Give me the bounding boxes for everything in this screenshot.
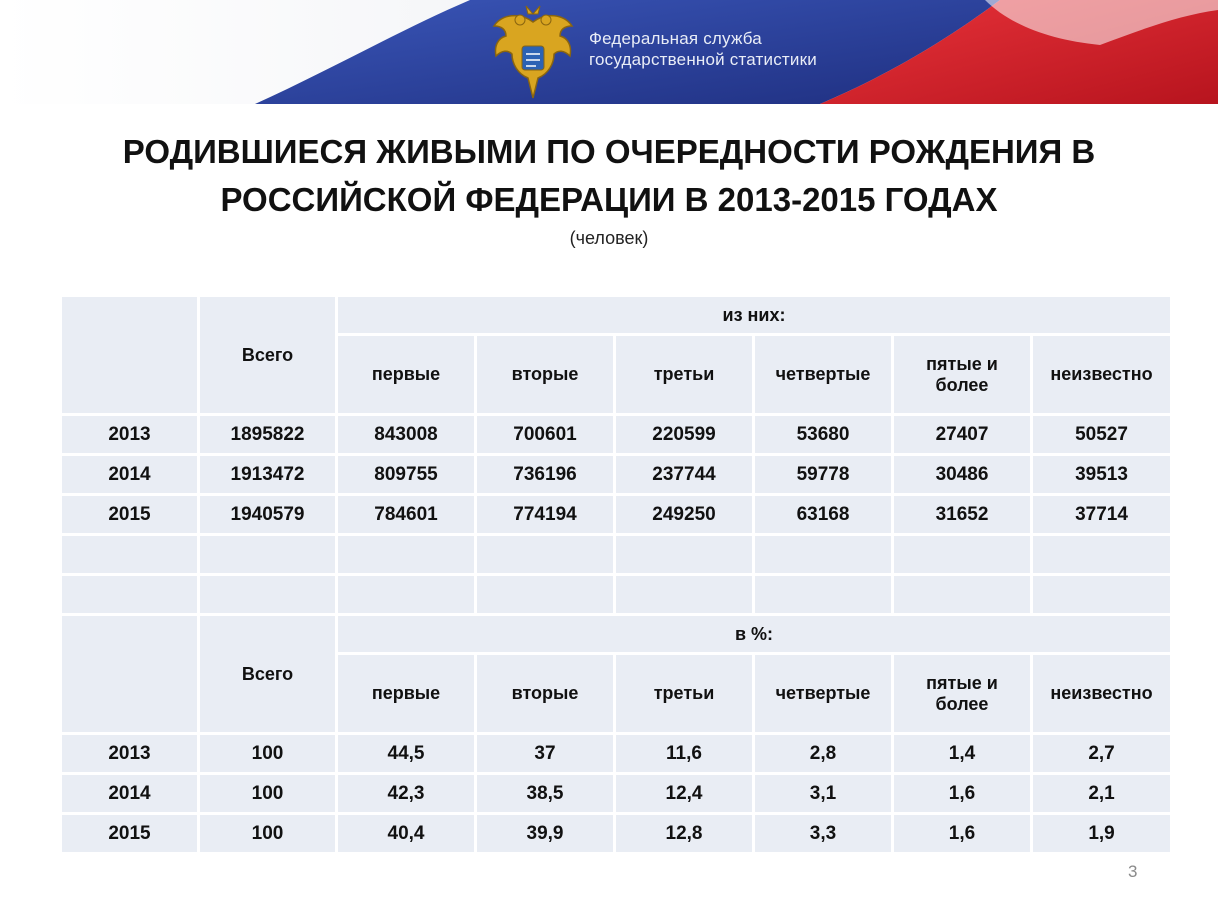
cell-second: 39,9 (477, 815, 613, 852)
header-banner (0, 0, 1218, 104)
cell-fourth: 63168 (755, 496, 891, 533)
header-fifth (894, 655, 1030, 732)
row-year: 2014 (62, 775, 197, 812)
header-unknown: неизвестно (1033, 655, 1170, 732)
header-second: вторые (477, 655, 613, 732)
empty-cell (338, 536, 474, 573)
page-title-line1: РОДИВШИЕСЯ ЖИВЫМИ ПО ОЧЕРЕДНОСТИ РОЖДЕНИЯ В (122, 133, 1096, 170)
header-unknown: неизвестно (1033, 336, 1170, 413)
row-total: 1913472 (200, 456, 335, 493)
row-total: 100 (200, 815, 335, 852)
row-total: 1895822 (200, 416, 335, 453)
cell-first: 784601 (338, 496, 474, 533)
agency-name (589, 28, 817, 70)
cell-fourth: 3,1 (755, 775, 891, 812)
header-fifth-line2: более (935, 374, 989, 395)
cell-fifth: 1,4 (894, 735, 1030, 772)
row-year: 2014 (62, 456, 197, 493)
table-row (62, 775, 1170, 812)
cell-fourth: 2,8 (755, 735, 891, 772)
cell-third: 12,8 (616, 815, 752, 852)
header-third: третьи (616, 336, 752, 413)
empty-cell (894, 536, 1030, 573)
cell-fifth: 30486 (894, 456, 1030, 493)
cell-second: 38,5 (477, 775, 613, 812)
corner-cell (62, 297, 197, 413)
empty-cell (62, 576, 197, 613)
cell-first: 42,3 (338, 775, 474, 812)
empty-cell (1033, 576, 1170, 613)
empty-cell (1033, 536, 1170, 573)
cell-unknown: 2,7 (1033, 735, 1170, 772)
corner-cell (62, 616, 197, 732)
cell-third: 220599 (616, 416, 752, 453)
double-headed-eagle-icon (490, 4, 576, 100)
header-third: третьи (616, 655, 752, 732)
header-fifth-line1: пятые и (926, 353, 998, 374)
empty-cell (200, 536, 335, 573)
row-year: 2015 (62, 815, 197, 852)
cell-third: 249250 (616, 496, 752, 533)
header-group-absolute: из них: (338, 297, 1170, 333)
header-total: Всего (200, 297, 335, 413)
header-fifth (894, 336, 1030, 413)
page-number: 3 (1128, 862, 1138, 881)
cell-second: 736196 (477, 456, 613, 493)
cell-third: 11,6 (616, 735, 752, 772)
cell-second: 37 (477, 735, 613, 772)
cell-third: 237744 (616, 456, 752, 493)
row-total: 100 (200, 735, 335, 772)
table-row (62, 496, 1170, 533)
cell-first: 44,5 (338, 735, 474, 772)
header-first: первые (338, 336, 474, 413)
empty-cell (755, 576, 891, 613)
empty-cell (200, 576, 335, 613)
agency-name-line2: государственной статистики (589, 50, 817, 69)
header-total-percent: Всего (200, 616, 335, 732)
empty-row (62, 576, 1170, 613)
agency-name-line1: Федеральная служба (589, 29, 762, 48)
table-row (62, 815, 1170, 852)
cell-unknown: 50527 (1033, 416, 1170, 453)
header-second: вторые (477, 336, 613, 413)
row-year: 2015 (62, 496, 197, 533)
empty-cell (477, 536, 613, 573)
empty-cell (755, 536, 891, 573)
empty-cell (338, 576, 474, 613)
table-row (62, 416, 1170, 453)
cell-first: 40,4 (338, 815, 474, 852)
empty-row (62, 536, 1170, 573)
row-year: 2013 (62, 416, 197, 453)
page-title-line2: РОССИЙСКОЙ ФЕДЕРАЦИИ В 2013-2015 ГОДАХ (220, 181, 998, 218)
page-title (0, 128, 1218, 224)
cell-first: 843008 (338, 416, 474, 453)
empty-cell (616, 536, 752, 573)
row-total: 100 (200, 775, 335, 812)
cell-second: 700601 (477, 416, 613, 453)
header-fourth: четвертые (755, 655, 891, 732)
empty-cell (62, 536, 197, 573)
empty-cell (894, 576, 1030, 613)
empty-cell (477, 576, 613, 613)
cell-third: 12,4 (616, 775, 752, 812)
header-fifth-line2: более (935, 693, 989, 714)
empty-cell (616, 576, 752, 613)
cell-unknown: 39513 (1033, 456, 1170, 493)
cell-fourth: 3,3 (755, 815, 891, 852)
cell-fifth: 27407 (894, 416, 1030, 453)
cell-unknown: 2,1 (1033, 775, 1170, 812)
cell-fifth: 31652 (894, 496, 1030, 533)
row-year: 2013 (62, 735, 197, 772)
header-first: первые (338, 655, 474, 732)
cell-fifth: 1,6 (894, 815, 1030, 852)
header-group-percent: в %: (338, 616, 1170, 652)
table-row (62, 735, 1170, 772)
cell-unknown: 1,9 (1033, 815, 1170, 852)
header-fifth-line1: пятые и (926, 672, 998, 693)
cell-fourth: 53680 (755, 416, 891, 453)
header-fourth: четвертые (755, 336, 891, 413)
table-row (62, 456, 1170, 493)
row-total: 1940579 (200, 496, 335, 533)
births-table (59, 294, 1173, 855)
cell-second: 774194 (477, 496, 613, 533)
cell-fourth: 59778 (755, 456, 891, 493)
cell-fifth: 1,6 (894, 775, 1030, 812)
unit-label: (человек) (569, 228, 649, 248)
cell-unknown: 37714 (1033, 496, 1170, 533)
cell-first: 809755 (338, 456, 474, 493)
